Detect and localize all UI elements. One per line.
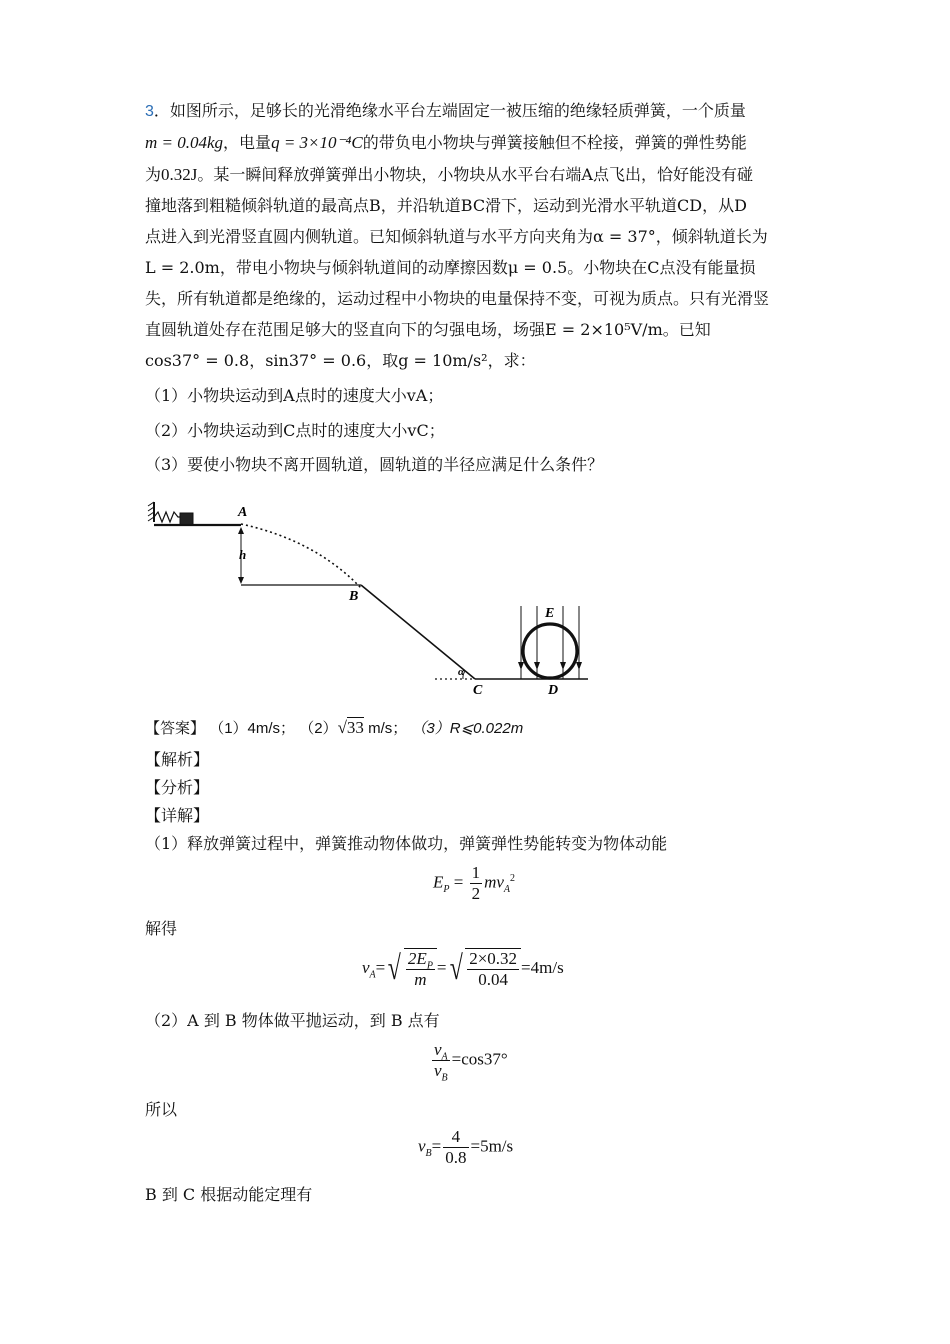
question-1: （1）小物块运动到A点时的速度大小vA；: [145, 386, 444, 405]
solution-step-3: B 到 C 根据动能定理有: [145, 1185, 313, 1204]
problem-line-7: 失，所有轨道都是绝缘的，运动过程中小物块的电量保持不变，可视为质点。只有光滑竖: [145, 289, 770, 308]
label-alpha: α: [458, 666, 465, 678]
label-D: D: [548, 683, 559, 698]
problem-line-2: m = 0.04kg，电量q = 3×10⁻⁴C的带负电小物块与弹簧接触但不栓接，弹簧的弹性势能: [145, 133, 747, 152]
equation-4: $v_B=$ $\frac{4}{0.8}$ =5m/s: [418, 1127, 514, 1167]
label-E: E: [545, 606, 555, 621]
section-breakdown: 【分析】: [145, 778, 210, 797]
track-diagram: [145, 492, 605, 702]
question-3: （3）要使小物块不离开圆轨道，圆轨道的半径应满足什么条件？: [145, 455, 604, 474]
block: [180, 513, 193, 525]
spring: [154, 512, 180, 522]
section-analysis: 【解析】: [145, 750, 210, 769]
problem-line-1: 3．如图所示，足够长的光滑绝缘水平台左端固定一被压缩的绝缘轻质弹簧，一个质量: [145, 101, 746, 120]
problem-line-8: 直圆轨道处存在范围足够大的竖直向下的匀强电场，场强E = 2×10⁵V/m。已知: [145, 320, 711, 339]
problem-number: 3: [145, 103, 154, 120]
problem-line-9: cos37° = 0.8，sin37° = 0.6，取g = 10m/s²，求：: [145, 351, 536, 370]
answer-tag: 【答案】: [145, 720, 206, 737]
problem-line-4: 撞地落到粗糙倾斜轨道的最高点B，并沿轨道BC滑下，运动到光滑水平轨道CD，从D: [145, 196, 747, 215]
label-h: h: [239, 547, 247, 562]
label-C: C: [473, 683, 483, 698]
answer-line: 【答案】 （1）4m/s； （2）√33 m/s； （3）R⩽0.022m: [145, 718, 524, 737]
sqrt-33: √33: [337, 718, 364, 737]
equation-2: $v_A=√$ $\frac{2E_P}{m}$ =√ $\frac{2\times 0.32}{0.04}$ =4m/s: [362, 949, 564, 989]
problem-line-3: 为0.32J。某一瞬间释放弹簧弹出小物块，小物块从水平台右端A点飞出，恰好能没有碰: [145, 165, 753, 184]
problem-line-6: L = 2.0m，带电小物块与倾斜轨道间的动摩擦因数μ = 0.5。小物块在C点没有能量损: [145, 258, 756, 277]
jiede-label: 解得: [145, 919, 178, 938]
incline-track: [361, 585, 475, 679]
solution-step-2: （2）A 到 B 物体做平抛运动，到 B 点有: [145, 1011, 440, 1030]
question-2: （2）小物块运动到C点时的速度大小vC；: [145, 421, 445, 440]
trajectory: [241, 524, 361, 588]
label-B: B: [349, 589, 359, 604]
problem-line-5: 点进入到光滑竖直圆内侧轨道。已知倾斜轨道与水平方向夹角为α = 37°，倾斜轨道长为: [145, 227, 768, 246]
circular-loop: [523, 624, 577, 678]
section-detail: 【详解】: [145, 806, 210, 825]
label-A: A: [238, 505, 248, 520]
equation-1: $E_P$ = $\frac{1}{2}$ $mv_A^2$: [433, 863, 516, 903]
equation-3: $\frac{v_A}{v_B}$ =cos37°: [434, 1040, 508, 1084]
suoyi-label: 所以: [145, 1100, 178, 1119]
solution-step-1: （1）释放弹簧过程中，弹簧推动物体做功，弹簧弹性势能转变为物体动能: [145, 834, 668, 853]
